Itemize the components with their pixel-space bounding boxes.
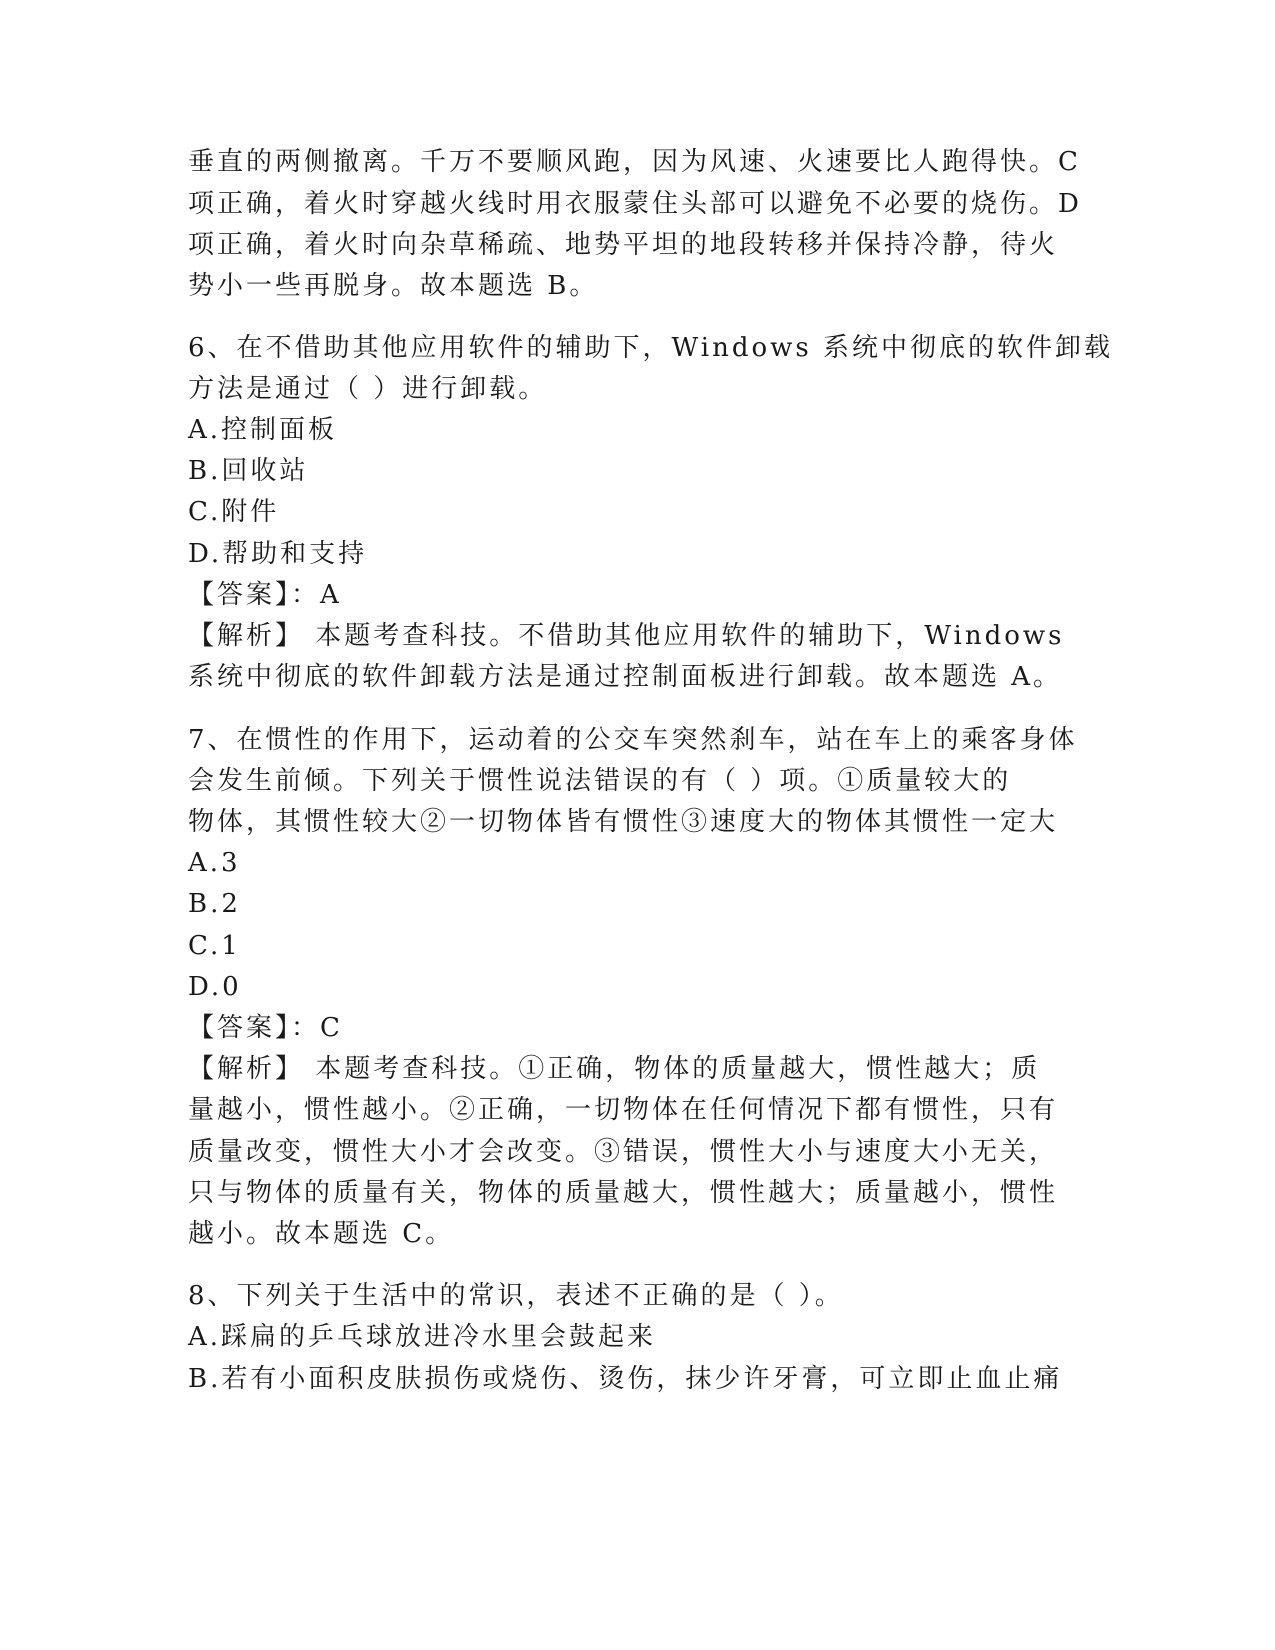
prev-explanation-line: 势小一些再脱身。故本题选 B。 — [188, 271, 599, 301]
q7-option-a: A.3 — [188, 848, 241, 878]
q6-analysis-line: 系统中彻底的软件卸载方法是通过控制面板进行卸载。故本题选 A。 — [188, 662, 1063, 692]
q7-analysis-line: 【解析】 本题考查科技。①正确，物体的质量越大，惯性越大；质 — [188, 1054, 1041, 1084]
q7-option-d: D.0 — [188, 972, 242, 1002]
q7-analysis-line: 量越小，惯性越小。②正确，一切物体在任何情况下都有惯性，只有 — [188, 1095, 1059, 1125]
q7-analysis-line: 越小。故本题选 C。 — [188, 1219, 455, 1249]
q7-analysis-line: 只与物体的质量有关，物体的质量越大，惯性越大；质量越小，惯性 — [188, 1178, 1059, 1208]
q6-answer: 【答案】：A — [188, 580, 342, 610]
q6-stem-line: 方法是通过（ ）进行卸载。 — [188, 374, 548, 404]
q6-stem-line: 6、在不借助其他应用软件的辅助下，Windows 系统中彻底的软件卸载 — [188, 333, 1114, 363]
q8-option-a: A.踩扁的乒乓球放进冷水里会鼓起来 — [188, 1322, 657, 1352]
q6-option-c: C.附件 — [188, 497, 280, 527]
q7-analysis-line: 质量改变，惯性大小才会改变。③错误，惯性大小与速度大小无关， — [188, 1137, 1059, 1167]
q8-stem-line: 8、下列关于生活中的常识，表述不正确的是（ ）。 — [188, 1281, 844, 1311]
q7-stem-line: 物体，其惯性较大②一切物体皆有惯性③速度大的物体其惯性一定大 — [188, 807, 1059, 837]
prev-explanation-line: 项正确，着火时穿越火线时用衣服蒙住头部可以避免不必要的烧伤。D — [188, 189, 1082, 219]
q7-option-c: C.1 — [188, 931, 241, 961]
q6-option-b: B.回收站 — [188, 456, 309, 486]
q6-option-d: D.帮助和支持 — [188, 539, 368, 569]
q7-stem-line: 7、在惯性的作用下，运动着的公交车突然刹车，站在车上的乘客身体 — [188, 725, 1078, 755]
q7-stem-line: 会发生前倾。下列关于惯性说法错误的有（ ）项。①质量较大的 — [188, 766, 1012, 796]
q6-analysis-line: 【解析】 本题考查科技。不借助其他应用软件的辅助下，Windows — [188, 621, 1065, 651]
q8-option-b: B.若有小面积皮肤损伤或烧伤、烫伤，抹少许牙膏，可立即止血止痛 — [188, 1364, 1063, 1394]
prev-explanation-line: 垂直的两侧撤离。千万不要顺风跑，因为风速、火速要比人跑得快。C — [188, 147, 1081, 177]
q7-answer: 【答案】：C — [188, 1013, 343, 1043]
q6-option-a: A.控制面板 — [188, 415, 338, 445]
prev-explanation-line: 项正确，着火时向杂草稀疏、地势平坦的地段转移并保持冷静，待火 — [188, 230, 1059, 260]
q7-option-b: B.2 — [188, 889, 241, 919]
